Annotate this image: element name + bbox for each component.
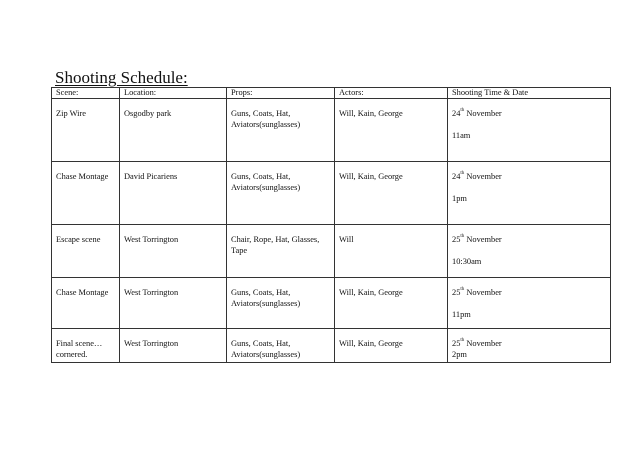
shoot-time: 11pm <box>452 310 471 319</box>
cell-props: Guns, Coats, Hat, Aviators(sunglasses) <box>227 278 335 329</box>
spacer <box>452 298 606 309</box>
cell-actors: Will, Kain, George <box>335 278 448 329</box>
shoot-time: 10:30am <box>452 257 482 266</box>
spacer <box>452 245 606 256</box>
page-title: Shooting Schedule: <box>55 68 188 87</box>
date-month: November <box>464 172 502 181</box>
cell-location: Osgodby park <box>120 99 227 162</box>
header-shooting-time-date: Shooting Time & Date <box>448 88 611 99</box>
date-day: 25 <box>452 288 461 297</box>
cell-shooting-time <box>448 162 611 225</box>
cell-shooting-time <box>448 329 611 363</box>
header-location: Location: <box>120 88 227 99</box>
date-suffix: th <box>460 338 465 344</box>
date-month: November <box>464 288 502 297</box>
table-row <box>52 99 611 162</box>
schedule-table <box>51 87 611 363</box>
date-month: November <box>464 109 502 118</box>
cell-actors: Will, Kain, George <box>335 99 448 162</box>
table-row <box>52 278 611 329</box>
date-day: 24 <box>452 109 461 118</box>
spacer <box>452 119 606 130</box>
cell-props: Guns, Coats, Hat, Aviators(sunglasses) <box>227 329 335 363</box>
spacer <box>452 182 606 193</box>
cell-props: Guns, Coats, Hat, Aviators(sunglasses) <box>227 99 335 162</box>
date-day: 25 <box>452 339 461 348</box>
cell-scene: Chase Montage <box>52 278 120 329</box>
cell-shooting-time <box>448 278 611 329</box>
shoot-time: 2pm <box>452 350 467 359</box>
cell-location: West Torrington <box>120 278 227 329</box>
date-suffix: th <box>460 234 465 240</box>
cell-scene: Final scene… cornered. <box>52 329 120 363</box>
cell-props: Guns, Coats, Hat, Aviators(sunglasses) <box>227 162 335 225</box>
date-suffix: th <box>460 108 465 114</box>
date-suffix: th <box>460 171 465 177</box>
cell-shooting-time <box>448 99 611 162</box>
date-month: November <box>464 339 502 348</box>
shoot-date <box>452 171 606 182</box>
table-row <box>52 162 611 225</box>
table-row <box>52 329 611 363</box>
cell-props: Chair, Rope, Hat, Glasses, Tape <box>227 225 335 278</box>
table-row <box>52 225 611 278</box>
cell-scene: Escape scene <box>52 225 120 278</box>
date-day: 25 <box>452 235 461 244</box>
cell-actors: Will, Kain, George <box>335 162 448 225</box>
cell-location: West Torrington <box>120 329 227 363</box>
cell-location: David Picariens <box>120 162 227 225</box>
shoot-date <box>452 338 606 349</box>
shoot-time: 11am <box>452 131 471 140</box>
table-header-row <box>52 88 611 99</box>
cell-actors: Will, Kain, George <box>335 329 448 363</box>
cell-actors: Will <box>335 225 448 278</box>
cell-location: West Torrington <box>120 225 227 278</box>
date-day: 24 <box>452 172 461 181</box>
shoot-date <box>452 234 606 245</box>
header-props: Props: <box>227 88 335 99</box>
cell-shooting-time <box>448 225 611 278</box>
shoot-time: 1pm <box>452 194 467 203</box>
header-actors: Actors: <box>335 88 448 99</box>
header-scene: Scene: <box>52 88 120 99</box>
shoot-date <box>452 108 606 119</box>
cell-scene: Chase Montage <box>52 162 120 225</box>
cell-scene: Zip Wire <box>52 99 120 162</box>
date-month: November <box>464 235 502 244</box>
date-suffix: th <box>460 287 465 293</box>
shoot-date <box>452 287 606 298</box>
